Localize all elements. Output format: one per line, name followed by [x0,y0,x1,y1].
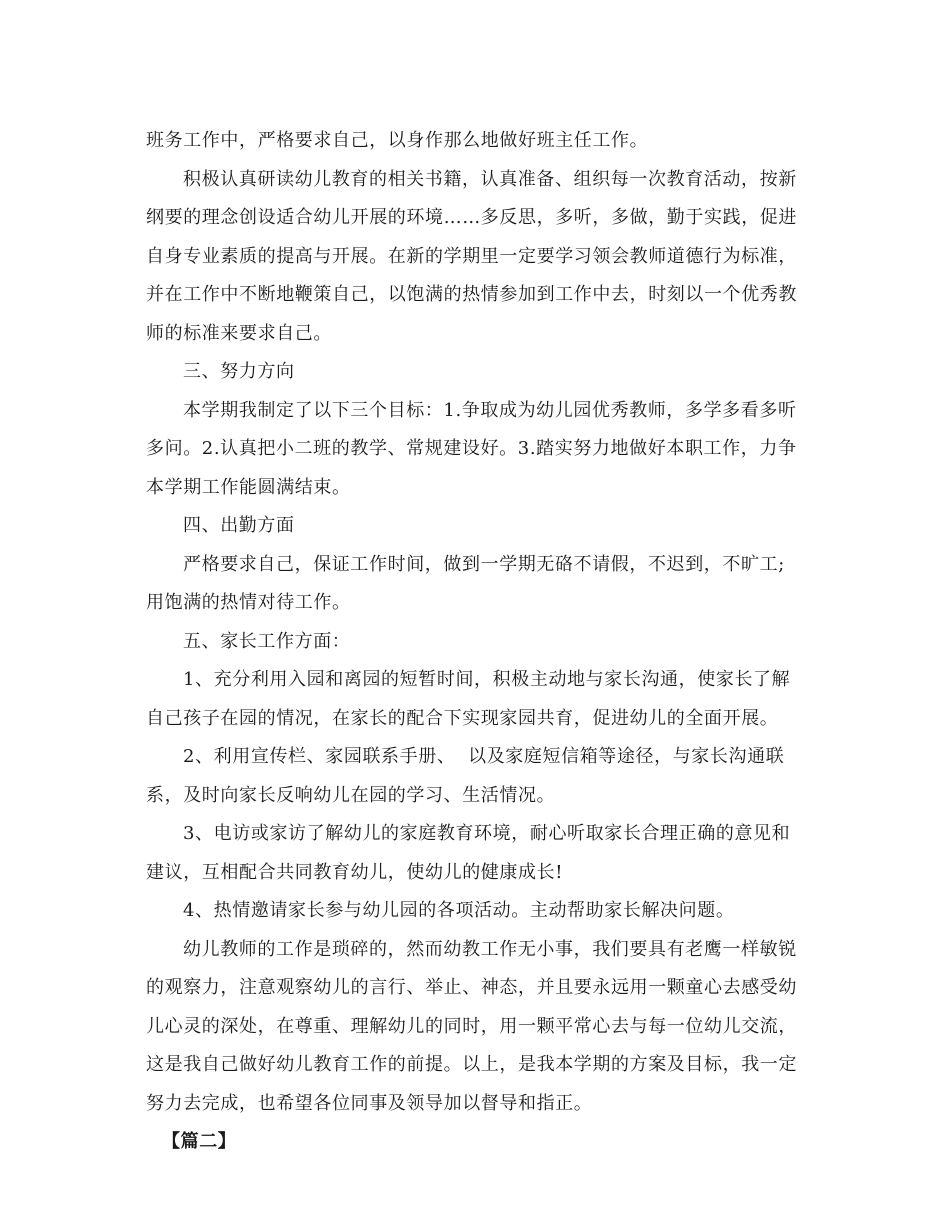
paragraph-line: 班务工作中，严格要求自己，以身作那么地做好班主任工作。 [146,130,649,151]
paragraph-line: 幼儿教师的工作是琐碎的，然而幼教工作无小事，我们要具有老鹰一样敏锐 [183,938,797,960]
paragraph-line: 自身专业素质的提高与开展。在新的学期里一定要学习领会教师道德行为标准， [146,245,797,267]
section-heading: 五、家长工作方面： [183,630,351,652]
paragraph-line: 积极认真研读幼儿教育的相关书籍，认真准备、组织每一次教育活动，按新 [183,168,797,190]
paragraph-line: 1、充分利用入园和离园的短暂时间，积极主动地与家长沟通，使家长了解 [183,669,791,690]
paragraph-line: 本学期我制定了以下三个目标：1.争取成为幼儿园优秀教师，多学多看多听 [183,399,797,421]
paragraph-line: 儿心灵的深处，在尊重、理解幼儿的同时，用一颗平常心去与每一位幼儿交流， [146,1015,797,1037]
document-page [146,122,804,1162]
paragraph-line: 努力去完成，也希望各位同事及领导加以督导和指正。 [146,1092,593,1114]
section-mark-part-two: 【篇二】 [162,1131,237,1152]
paragraph-line: 用饱满的热情对待工作。 [146,592,351,613]
paragraph-line: 多问。2.认真把小二班的教学、常规建设好。3.踏实努力地做好本职工作，力争 [146,438,797,459]
paragraph-line: 师的标准来要求自己。 [146,322,332,344]
paragraph-line: 的观察力，注意观察幼儿的言行、举止、神态，并且要永远用一颗童心去感受幼 [146,977,797,998]
paragraph-line: 严格要求自己，保证工作时间，做到一学期无硌不请假，不迟到，不旷工; [183,553,785,575]
paragraph-line: 2、利用宣传栏、家园联系手册、 以及家庭短信箱等途径，与家长沟通联 [183,746,785,767]
paragraph-line: 自己孩子在园的情况，在家长的配合下实现家园共育，促进幼儿的全面开展。 [146,707,779,729]
paragraph-line: 建议，互相配合共同教育幼儿，使幼儿的健康成长! [146,861,564,883]
paragraph-line: 4、热情邀请家长参与幼儿园的各项活动。主动帮助家长解决问题。 [183,900,735,921]
paragraph-line: 系，及时向家长反响幼儿在园的学习、生活情况。 [146,784,556,806]
paragraph-line: 纲要的理念创设适合幼儿开展的环境……多反思，多听，多做，勤于实践，促进 [146,207,797,228]
paragraph-line: 并在工作中不断地鞭策自己，以饱满的热情参加到工作中去，时刻以一个优秀教 [146,284,797,305]
section-heading: 四、出勤方面 [183,515,295,536]
paragraph-line: 这是我自己做好幼儿教育工作的前提。以上，是我本学期的方案及目标，我一定 [146,1054,797,1075]
paragraph-line: 3、电访或家访了解幼儿的家庭教育环境，耐心听取家长合理正确的意见和 [183,823,791,844]
paragraph-line: 本学期工作能圆满结束。 [146,476,351,498]
section-heading: 三、努力方向 [183,361,295,382]
